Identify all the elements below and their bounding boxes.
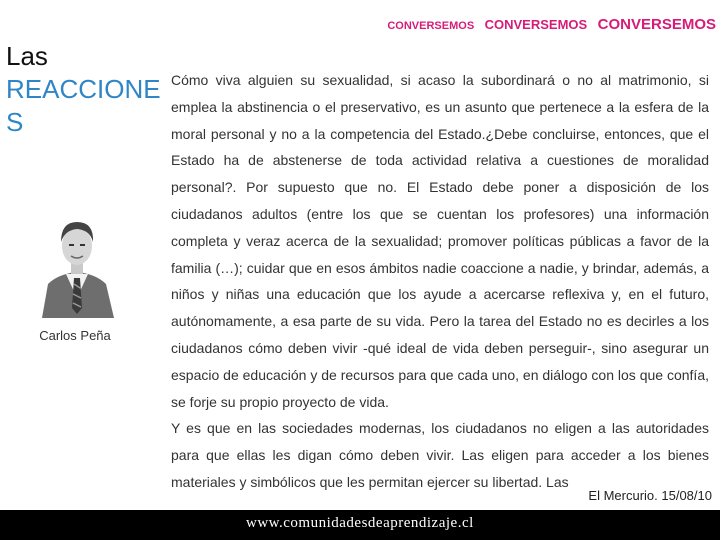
article-paragraph: Y es que en las sociedades modernas, los ciudadanos no eligen a las autoridades para que ellas les digan cómo deben vivir. Las eligen para acceder a los bienes materiales y simbólicos que les permitan ejercer su libertad. Las bbox=[171, 420, 709, 490]
footer-url: www.comunidadesdeaprendizaje.cl bbox=[246, 515, 474, 531]
page-title bbox=[6, 40, 166, 139]
banner-word-medium: CONVERSEMOS bbox=[484, 17, 588, 32]
title-line-2: REACCIONES bbox=[6, 74, 161, 137]
title-line-1: Las bbox=[6, 41, 48, 71]
author-photo bbox=[34, 208, 120, 318]
article-paragraph: Cómo viva alguien su sexualidad, si acaso la subordinará o no al matrimonio, si emplea la abstinencia o el preservativo, es un asunto que pertenece a la esfera de la moral personal y no a la competencia del Estado.¿Debe concluirse, entonces, que el Estado ha de abstenerse de toda actividad relativa a cuestiones de moralidad personal?. Por supuesto que no. El Estado debe poner a disposición de los ciudadanos adultos (entre los que se cuentan los profesores) una información completa y veraz acerca de la sexualidad; promover políticas públicas a favor de la familia (…); cuidar que en esos ámbitos nadie coaccione a nadie, y brindar, además, a niños y niñas una educación que los ayude a acercarse reflexiva y, en el futuro, autónomamente, a esa parte de su vida. Pero la tarea del Estado no es decirles a los ciudadanos cómo deben vivir -qué ideal de vida deben perseguir-, sino asegurar un espacio de educación y de recursos para que cada uno, en diálogo con los que confía, se forje su propio proyecto de vida. bbox=[171, 72, 709, 410]
banner-word-small: CONVERSEMOS bbox=[387, 20, 475, 32]
article-body bbox=[171, 67, 709, 510]
author-portrait-image bbox=[34, 208, 120, 318]
footer-bar bbox=[0, 510, 720, 540]
banner-word-large: CONVERSEMOS bbox=[597, 16, 716, 33]
conversemos-banner bbox=[381, 16, 716, 34]
author-caption: Carlos Peña bbox=[39, 328, 111, 343]
source-citation: El Mercurio. 15/08/10 bbox=[588, 488, 712, 503]
